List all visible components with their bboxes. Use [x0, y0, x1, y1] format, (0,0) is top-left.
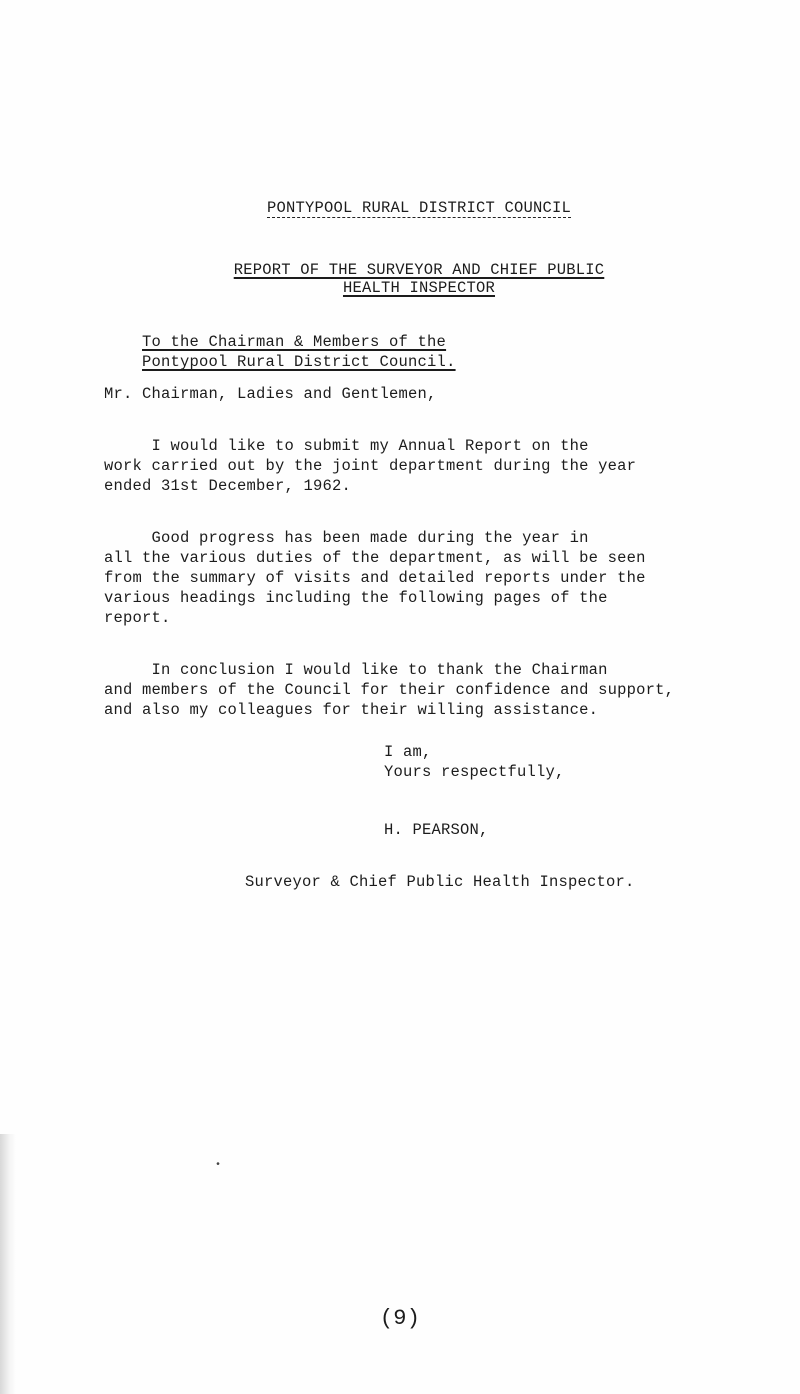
- paragraph-1-line: ended 31st December, 1962.: [104, 477, 352, 495]
- page-edge-shadow: [0, 1134, 16, 1394]
- council-title: PONTYPOOL RURAL DISTRICT COUNCIL: [266, 199, 572, 217]
- paragraph-1-line: I would like to submit my Annual Report on the: [104, 437, 589, 455]
- addressee-line-2: Pontypool Rural District Council.: [142, 353, 456, 371]
- signature-name: H. PEARSON,: [384, 821, 489, 839]
- paragraph-2-line: from the summary of visits and detailed reports under the: [104, 569, 646, 587]
- closing-line-1: I am,: [384, 743, 432, 761]
- paragraph-3-line: and members of the Council for their confidence and support,: [104, 681, 675, 699]
- paragraph-3-line: In conclusion I would like to thank the Chairman: [104, 661, 608, 679]
- report-title-line-1: REPORT OF THE SURVEYOR AND CHIEF PUBLIC: [233, 261, 605, 279]
- salutation: Mr. Chairman, Ladies and Gentlemen,: [104, 385, 437, 403]
- report-title-line-2: HEALTH INSPECTOR: [342, 279, 496, 297]
- scan-mark-icon: •: [215, 1160, 222, 1171]
- paragraph-2-line: Good progress has been made during the year in: [104, 529, 589, 547]
- paragraph-3-line: and also my colleagues for their willing assistance.: [104, 701, 599, 719]
- paragraph-2-line: all the various duties of the department, as will be seen: [104, 549, 646, 567]
- paragraph-2-line: various headings including the following pages of the: [104, 589, 608, 607]
- closing-line-2: Yours respectfully,: [384, 763, 565, 781]
- addressee-line-1: To the Chairman & Members of the: [142, 333, 447, 351]
- paragraph-2-line: report.: [104, 609, 171, 627]
- page-number: (9): [379, 1306, 421, 1331]
- signature-position: Surveyor & Chief Public Health Inspector.: [245, 873, 635, 891]
- paragraph-1-line: work carried out by the joint department during the year: [104, 457, 637, 475]
